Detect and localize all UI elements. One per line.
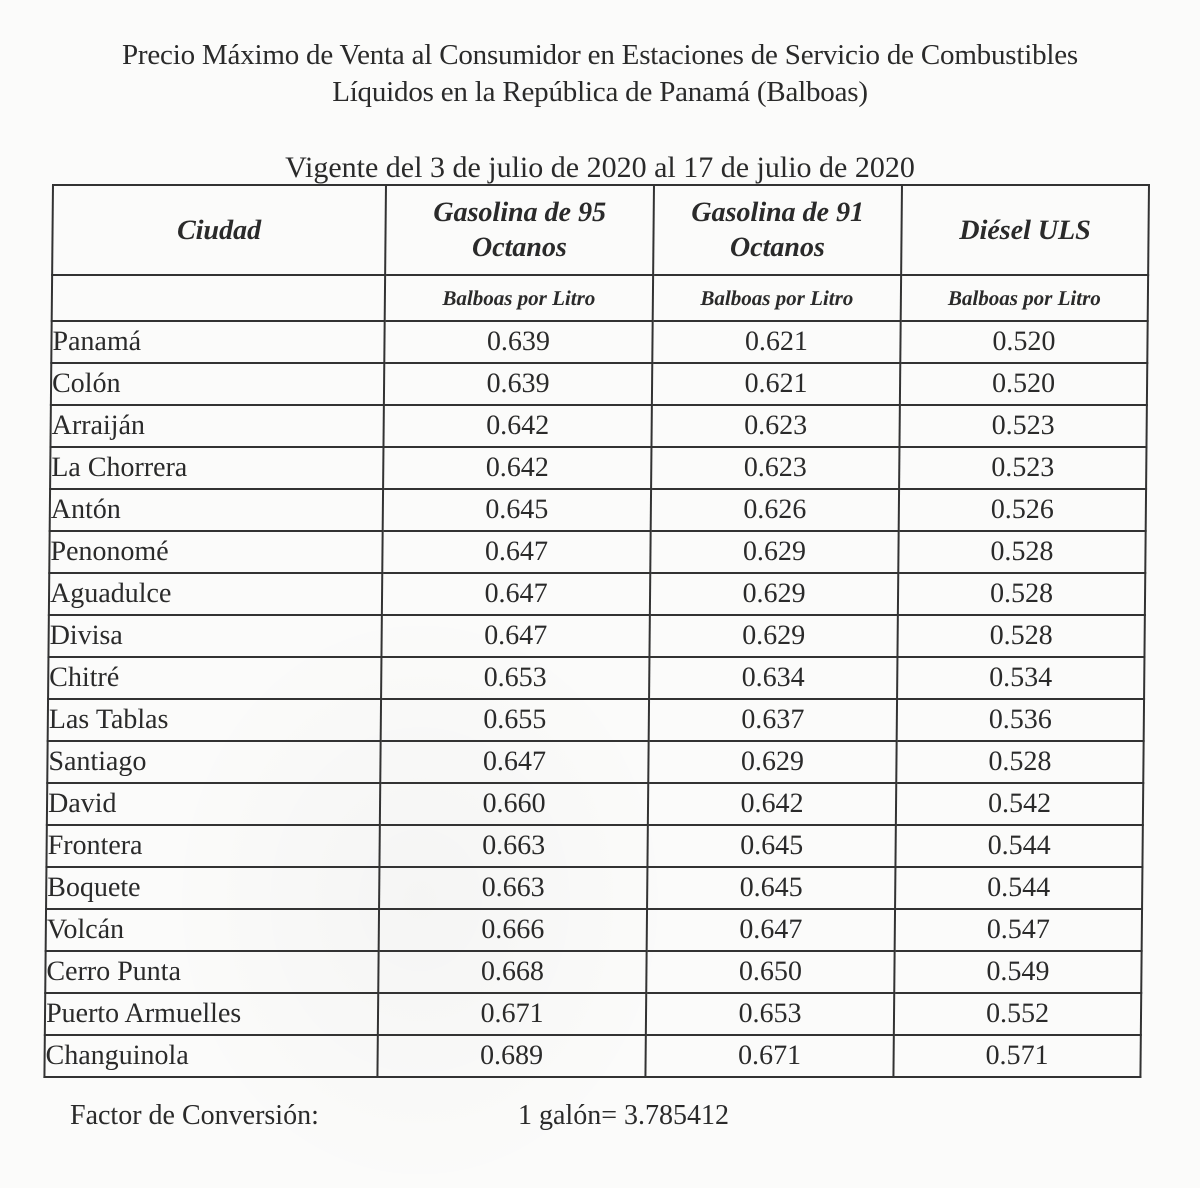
table-row [51, 363, 1147, 405]
diesel-price: 0.528 [896, 741, 1143, 783]
diesel-price: 0.534 [897, 657, 1144, 699]
table-row [46, 825, 1142, 867]
table-row [48, 699, 1144, 741]
diesel-price: 0.528 [898, 573, 1145, 615]
gasoline-95-price: 0.689 [377, 1035, 645, 1077]
city-cell: Arraiján [50, 405, 383, 447]
diesel-price: 0.536 [897, 699, 1144, 741]
gasoline-95-price: 0.663 [379, 825, 647, 867]
column-header-gasoline-95 [385, 185, 654, 275]
gasoline-95-price: 0.663 [379, 867, 647, 909]
diesel-price: 0.523 [899, 447, 1146, 489]
table-unit-row [52, 275, 1148, 321]
table-row [46, 867, 1142, 909]
gasoline-91-price: 0.621 [652, 363, 900, 405]
city-cell: Volcán [46, 909, 379, 951]
gasoline-91-price: 0.623 [651, 405, 899, 447]
diesel-price: 0.523 [899, 405, 1146, 447]
gasoline-95-price: 0.668 [378, 951, 646, 993]
city-cell: Colón [51, 363, 384, 405]
gasoline-95-price: 0.639 [384, 321, 652, 363]
gasoline-95-price: 0.647 [381, 615, 649, 657]
gasoline-91-price: 0.645 [647, 867, 895, 909]
city-cell: Boquete [46, 867, 379, 909]
unit-cell-diesel: Balboas por Litro [901, 275, 1148, 321]
conversion-factor-label: Factor de Conversión: [70, 1100, 319, 1131]
column-header-gasoline-91-line2: Octanos [729, 232, 825, 263]
city-cell: Panamá [51, 321, 384, 363]
gasoline-95-price: 0.655 [381, 699, 649, 741]
diesel-price: 0.547 [895, 909, 1142, 951]
table-row [44, 1035, 1140, 1077]
city-cell: Santiago [47, 741, 380, 783]
table-row [50, 489, 1146, 531]
gasoline-95-price: 0.653 [381, 657, 649, 699]
gasoline-91-price: 0.626 [651, 489, 899, 531]
city-cell: Puerto Armuelles [45, 993, 378, 1035]
city-cell: Las Tablas [48, 699, 381, 741]
diesel-price: 0.542 [896, 783, 1143, 825]
table-row [47, 741, 1143, 783]
gasoline-95-price: 0.660 [380, 783, 648, 825]
gasoline-95-price: 0.642 [383, 405, 651, 447]
diesel-price: 0.544 [895, 825, 1142, 867]
validity-period: Vigente del 3 de julio de 2020 al 17 de julio de 2020 [285, 151, 915, 184]
city-cell: La Chorrera [50, 447, 383, 489]
gasoline-91-price: 0.629 [648, 741, 896, 783]
city-cell: Cerro Punta [45, 951, 378, 993]
gasoline-91-price: 0.642 [648, 783, 896, 825]
table-header-row [52, 185, 1149, 275]
unit-cell-gasoline-91: Balboas por Litro [653, 275, 901, 321]
diesel-price: 0.552 [894, 993, 1141, 1035]
table-row [45, 993, 1141, 1035]
gasoline-91-price: 0.623 [651, 447, 899, 489]
column-header-gasoline-91-line1: Gasolina de 91 [691, 197, 865, 228]
table-row [45, 951, 1141, 993]
table-row [51, 321, 1147, 363]
unit-cell-gasoline-95: Balboas por Litro [385, 275, 653, 321]
document-title-line-1: Precio Máximo de Venta al Consumidor en Estaciones de Servicio de Combustibles [122, 39, 1078, 71]
city-cell: Changuinola [44, 1035, 377, 1077]
table-row [46, 909, 1142, 951]
gasoline-91-price: 0.647 [647, 909, 895, 951]
diesel-price: 0.528 [897, 615, 1144, 657]
column-header-gasoline-91 [653, 185, 902, 275]
gasoline-95-price: 0.639 [384, 363, 652, 405]
gasoline-91-price: 0.637 [649, 699, 897, 741]
gasoline-95-price: 0.645 [383, 489, 651, 531]
conversion-factor-value: 1 galón= 3.785412 [518, 1100, 729, 1131]
city-cell: Aguadulce [49, 573, 382, 615]
table-row [48, 615, 1144, 657]
city-cell: David [47, 783, 380, 825]
table-row [50, 447, 1146, 489]
table-row [49, 573, 1145, 615]
gasoline-95-price: 0.642 [383, 447, 651, 489]
gasoline-91-price: 0.650 [646, 951, 894, 993]
diesel-price: 0.544 [895, 867, 1142, 909]
gasoline-91-price: 0.629 [650, 531, 898, 573]
gasoline-91-price: 0.634 [649, 657, 897, 699]
diesel-price: 0.526 [899, 489, 1146, 531]
diesel-price: 0.528 [898, 531, 1145, 573]
city-cell: Frontera [46, 825, 379, 867]
gasoline-95-price: 0.671 [378, 993, 646, 1035]
gasoline-91-price: 0.629 [649, 615, 897, 657]
gasoline-91-price: 0.653 [646, 993, 894, 1035]
gasoline-91-price: 0.645 [647, 825, 895, 867]
city-cell: Penonomé [49, 531, 382, 573]
gasoline-95-price: 0.666 [379, 909, 647, 951]
gasoline-95-price: 0.647 [380, 741, 648, 783]
unit-cell-empty [52, 275, 385, 321]
column-header-city: Ciudad [52, 185, 386, 275]
column-header-diesel-uls: Diésel ULS [901, 185, 1149, 275]
city-cell: Chitré [48, 657, 381, 699]
city-cell: Antón [50, 489, 383, 531]
table-row [50, 405, 1146, 447]
table-row [48, 657, 1144, 699]
diesel-price: 0.571 [893, 1035, 1140, 1077]
column-header-gasoline-95-line2: Octanos [471, 232, 567, 263]
column-header-gasoline-95-line1: Gasolina de 95 [433, 197, 607, 228]
fuel-price-table [43, 184, 1150, 1078]
diesel-price: 0.520 [900, 363, 1147, 405]
gasoline-95-price: 0.647 [382, 573, 650, 615]
gasoline-91-price: 0.671 [645, 1035, 893, 1077]
document-title-line-2: Líquidos en la República de Panamá (Balboas) [332, 76, 868, 108]
table-row [49, 531, 1145, 573]
city-cell: Divisa [48, 615, 381, 657]
diesel-price: 0.520 [900, 321, 1147, 363]
gasoline-95-price: 0.647 [382, 531, 650, 573]
diesel-price: 0.549 [894, 951, 1141, 993]
gasoline-91-price: 0.621 [652, 321, 900, 363]
gasoline-91-price: 0.629 [650, 573, 898, 615]
table-row [47, 783, 1143, 825]
